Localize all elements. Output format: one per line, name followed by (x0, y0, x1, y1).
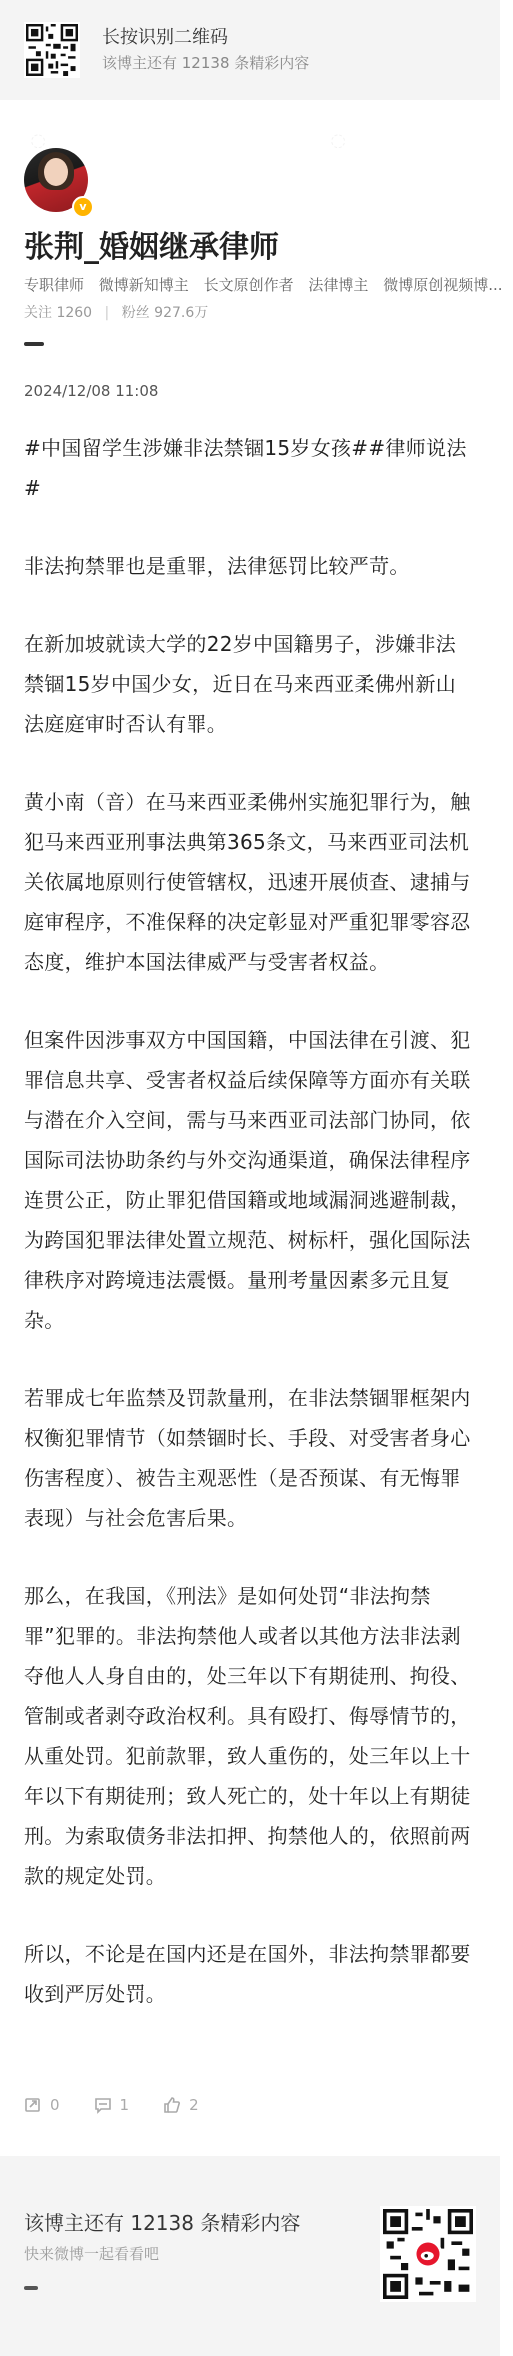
profile-tag: 微博新知博主 (98, 276, 189, 294)
stats-separator: | (104, 305, 110, 321)
post-date: 2024/12/08 11:08 (24, 382, 159, 400)
comment-button[interactable] (94, 2096, 130, 2114)
profile-tag: 微博原创视频博... (383, 276, 503, 294)
post-paragraph: 但案件因涉事双方中国国籍，中国法律在引渡、犯罪信息共享、受害者权益后续保障等方面亦有关联与潜在介入空间，需与马来西亚司法部门协同，依国际司法协助条约与外交沟通渠道，确保法律程序连贯公正，防止罪犯借国籍或地域漏洞逃避制裁，为跨国犯罪法律处置立规范、树标杆，强化国际法律秩序对跨境违法震慑。量刑考量因素多元且复杂。 (24, 1028, 471, 1332)
qr-banner-title: 长按识别二维码 (102, 27, 228, 48)
section-divider (24, 342, 44, 346)
post-paragraph: 若罪成七年监禁及罚款量刑，在非法禁锢罪框架内权衡犯罪情节（如禁锢时长、手段、对受害者身心伤害程度）、被告主观恶性（是否预谋、有无悔罪表现）与社会危害后果。 (24, 1386, 471, 1530)
fans-label: 粉丝 (121, 305, 150, 321)
footer-divider (24, 2286, 38, 2290)
watermark: ◌ (26, 127, 49, 154)
qr-code-icon (24, 22, 80, 78)
footer-qr-code-icon (380, 2206, 476, 2302)
like-count: 2 (189, 2096, 199, 2114)
post-paragraph: 所以，不论是在国内还是在国外，非法拘禁罪都要收到严厉处罚。 (24, 1942, 471, 2006)
post-body (0, 428, 500, 2014)
qr-banner-subtitle: 该博主还有 12138 条精彩内容 (102, 54, 310, 72)
footer-subtitle: 快来微博一起看看吧 (24, 2245, 160, 2263)
comment-count: 1 (119, 2096, 130, 2114)
profile-header (0, 100, 503, 346)
like-icon (163, 2096, 181, 2114)
verified-badge-icon: v (72, 196, 94, 218)
repost-button[interactable] (24, 2096, 60, 2114)
post-paragraph: 非法拘禁罪也是重罪，法律惩罚比较严苛。 (24, 554, 410, 578)
profile-stats (24, 302, 476, 324)
like-button[interactable] (163, 2096, 199, 2114)
comment-icon (94, 2096, 112, 2114)
profile-name[interactable]: 张荆_婚姻继承律师 (24, 230, 279, 265)
profile-tag: 法律博主 (308, 276, 369, 294)
post-actions (0, 2090, 500, 2120)
post-paragraph: 在新加坡就读大学的22岁中国籍男子，涉嫌非法禁锢15岁中国少女，近日在马来西亚柔佛州新山法庭庭审时否认有罪。 (24, 632, 457, 736)
watermark: ◌ (326, 127, 349, 154)
repost-icon (24, 2096, 42, 2114)
footer-banner[interactable] (0, 2156, 500, 2356)
profile-tags (24, 274, 503, 296)
profile-tag: 专职律师 (24, 276, 85, 294)
post-paragraph: 那么，在我国，《刑法》是如何处罚“非法拘禁罪”犯罪的。非法拘禁他人或者以其他方法非法剥夺他人人身自由的，处三年以下有期徒刑、拘役、管制或者剥夺政治权利。具有殴打、侮辱情节的，从重处罚。犯前款罪，致人重伤的，处三年以上十年以下有期徒刑；致人死亡的，处十年以上有期徒刑。为索取债务非法扣押、拘禁他人的，依照前两款的规定处罚。 (24, 1584, 471, 1888)
footer-title: 该博主还有 12138 条精彩内容 (24, 2211, 301, 2235)
post-paragraph: 黄小南（音）在马来西亚柔佛州实施犯罪行为，触犯马来西亚刑事法典第365条文，马来西亚司法机关依属地原则行使管辖权，迅速开展侦查、逮捕与庭审程序，不准保释的决定彰显对严重犯罪零容忍态度，维护本国法律威严与受害者权益。 (24, 790, 471, 974)
follow-label: 关注 (24, 305, 52, 321)
qr-banner[interactable] (0, 0, 500, 100)
repost-count: 0 (50, 2096, 60, 2114)
fans-count[interactable]: 927.6万 (154, 305, 209, 321)
post-hashtags[interactable]: #中国留学生涉嫌非法禁锢15岁女孩##律师说法# (24, 436, 467, 500)
follow-count[interactable]: 1260 (56, 305, 93, 321)
profile-tag: 长文原创作者 (203, 276, 294, 294)
